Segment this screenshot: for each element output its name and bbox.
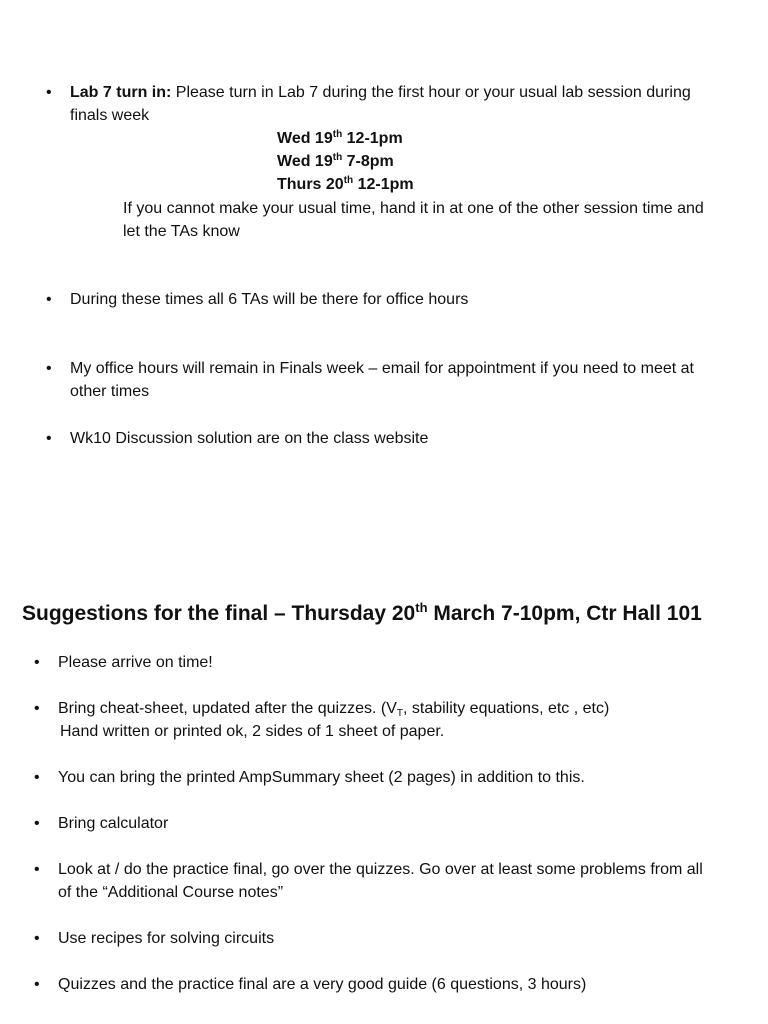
lab7-text: Please turn in Lab 7 during the first hour or your usual lab session during finals week — [70, 84, 691, 124]
bullet: • — [46, 360, 52, 377]
bullet: • — [34, 930, 40, 947]
bullet: • — [46, 430, 52, 447]
bullet: • — [34, 976, 40, 993]
my-office-hours-text: My office hours will remain in Finals week – email for appointment if you need to meet at other times — [70, 360, 694, 400]
lab7-note: If you cannot make your usual time, hand it in at one of the other session time and let the TAs know — [123, 200, 704, 240]
wk10-item — [46, 427, 710, 450]
tas-office-hours-text: During these times all 6 TAs will be there for office hours — [70, 291, 469, 308]
final-cheatsheet-item: • Bring cheat-sheet, updated after the quizzes. ($V_T$, stability equations, etc , etc) — [58, 697, 738, 720]
final-heading: Suggestions for the final – Thursday 20th March 7-10pm, Ctr Hall 101 — [22, 600, 702, 625]
final-recipes-item: • Use recipes for solving circuits — [58, 927, 738, 950]
bullet: • — [34, 769, 40, 786]
my-office-hours-item — [46, 357, 710, 403]
bullet: • — [46, 291, 52, 308]
final-guide-item: • Quizzes and the practice final are a very good guide (6 questions, 3 hours) — [58, 973, 748, 996]
bullet: • — [34, 700, 40, 717]
tas-office-hours-item — [46, 288, 710, 311]
bullet: • — [34, 654, 40, 671]
lab7-label: Lab 7 turn in: — [70, 84, 172, 101]
final-calculator-item: • Bring calculator — [58, 812, 738, 835]
bullet: • — [34, 815, 40, 832]
final-cheatsheet-line2: Hand written or printed ok, 2 sides of 1 sheet of paper. — [60, 723, 445, 740]
wk10-text: Wk10 Discussion solution are on the class website — [70, 430, 429, 447]
lab7-item — [46, 81, 710, 127]
lab7-session: Thurs 20th 12-1pm — [277, 175, 414, 193]
bullet: • — [46, 84, 52, 101]
lab7-session: Wed 19th 12-1pm — [277, 129, 403, 147]
final-ampsummary-item: • You can bring the printed AmpSummary sheet (2 pages) in addition to this. — [58, 766, 738, 789]
lab7-session: Wed 19th 7-8pm — [277, 152, 394, 170]
bullet: • — [34, 861, 40, 878]
final-practice-item: • Look at / do the practice final, go over the quizzes. Go over at least some problems from all of the “Additional Course notes” — [58, 858, 713, 904]
final-arrive-item: • Please arrive on time! — [58, 651, 738, 674]
